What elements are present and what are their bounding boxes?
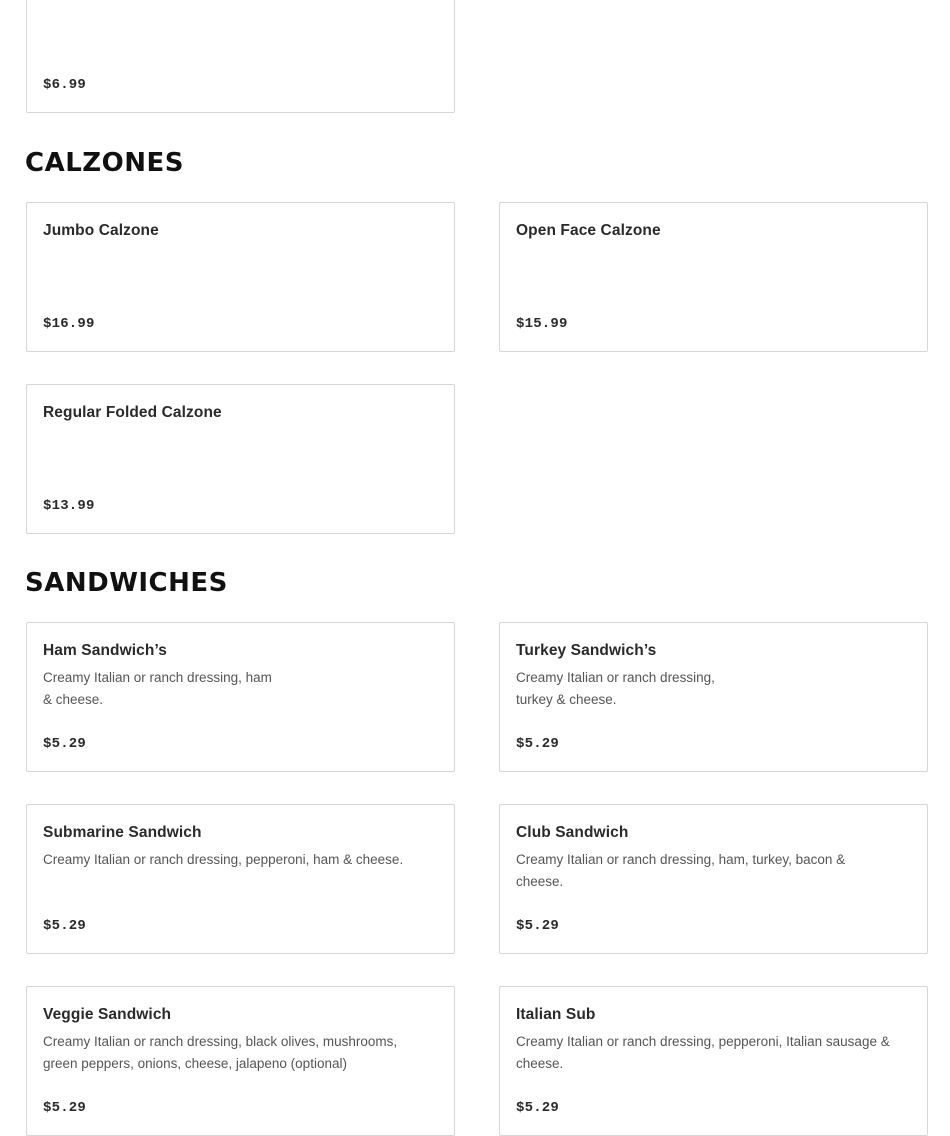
item-price: $5.29 bbox=[516, 918, 560, 934]
item-description-line: Creamy Italian or ranch dressing, black olives, mushrooms, bbox=[43, 1034, 398, 1049]
item-description-line: cheese. bbox=[516, 1056, 564, 1071]
item-description-line: Creamy Italian or ranch dressing, bbox=[516, 670, 715, 685]
item-description bbox=[43, 1031, 397, 1075]
item-name: Ham Sandwich’s bbox=[43, 642, 167, 659]
menu-item-submarine-sandwich[interactable] bbox=[26, 804, 455, 954]
item-price: $15.99 bbox=[516, 316, 568, 332]
item-name: Open Face Calzone bbox=[516, 222, 661, 239]
item-description-line: Creamy Italian or ranch dressing, pepperoni, ham & cheese. bbox=[43, 852, 404, 867]
item-price: $5.29 bbox=[43, 736, 87, 752]
item-description-line: & cheese. bbox=[43, 692, 104, 707]
item-description bbox=[516, 1031, 890, 1075]
item-name: Veggie Sandwich bbox=[43, 1006, 172, 1023]
item-price: $5.29 bbox=[43, 918, 87, 934]
menu-item-jumbo-calzone[interactable] bbox=[26, 202, 455, 352]
item-description-line: cheese. bbox=[516, 874, 564, 889]
item-name: Jumbo Calzone bbox=[43, 222, 159, 239]
item-description-line: Creamy Italian or ranch dressing, ham bbox=[43, 670, 272, 685]
item-description-line: Creamy Italian or ranch dressing, ham, turkey, bacon & bbox=[516, 852, 846, 867]
menu-item-regular-folded-calzone[interactable] bbox=[26, 384, 455, 534]
item-price: $5.29 bbox=[516, 736, 560, 752]
item-name: Turkey Sandwich’s bbox=[516, 642, 657, 659]
item-name: Club Sandwich bbox=[516, 824, 629, 841]
item-name: Submarine Sandwich bbox=[43, 824, 202, 841]
section-title-calzones: CALZONES bbox=[25, 148, 184, 178]
item-price: $13.99 bbox=[43, 498, 95, 514]
item-name: Italian Sub bbox=[516, 1006, 596, 1023]
item-description bbox=[516, 849, 845, 893]
item-price: $5.29 bbox=[516, 1100, 560, 1116]
item-description bbox=[516, 667, 715, 711]
menu-item-turkey-sandwich[interactable] bbox=[499, 622, 928, 772]
menu-item-card-partial[interactable] bbox=[26, 0, 455, 113]
menu-item-ham-sandwich[interactable] bbox=[26, 622, 455, 772]
item-name: Regular Folded Calzone bbox=[43, 404, 222, 421]
item-description bbox=[43, 667, 272, 711]
item-description bbox=[43, 849, 403, 871]
item-price: $5.29 bbox=[43, 1100, 87, 1116]
item-description-line: Creamy Italian or ranch dressing, pepperoni, Italian sausage & bbox=[516, 1034, 890, 1049]
menu-item-veggie-sandwich[interactable] bbox=[26, 986, 455, 1136]
item-price: $6.99 bbox=[43, 77, 87, 93]
item-description-line: green peppers, onions, cheese, jalapeno (optional) bbox=[43, 1056, 347, 1071]
menu-item-italian-sub[interactable] bbox=[499, 986, 928, 1136]
item-description-line: turkey & cheese. bbox=[516, 692, 617, 707]
menu-item-open-face-calzone[interactable] bbox=[499, 202, 928, 352]
item-price: $16.99 bbox=[43, 316, 95, 332]
section-title-sandwiches: SANDWICHES bbox=[25, 568, 228, 598]
menu-item-club-sandwich[interactable] bbox=[499, 804, 928, 954]
